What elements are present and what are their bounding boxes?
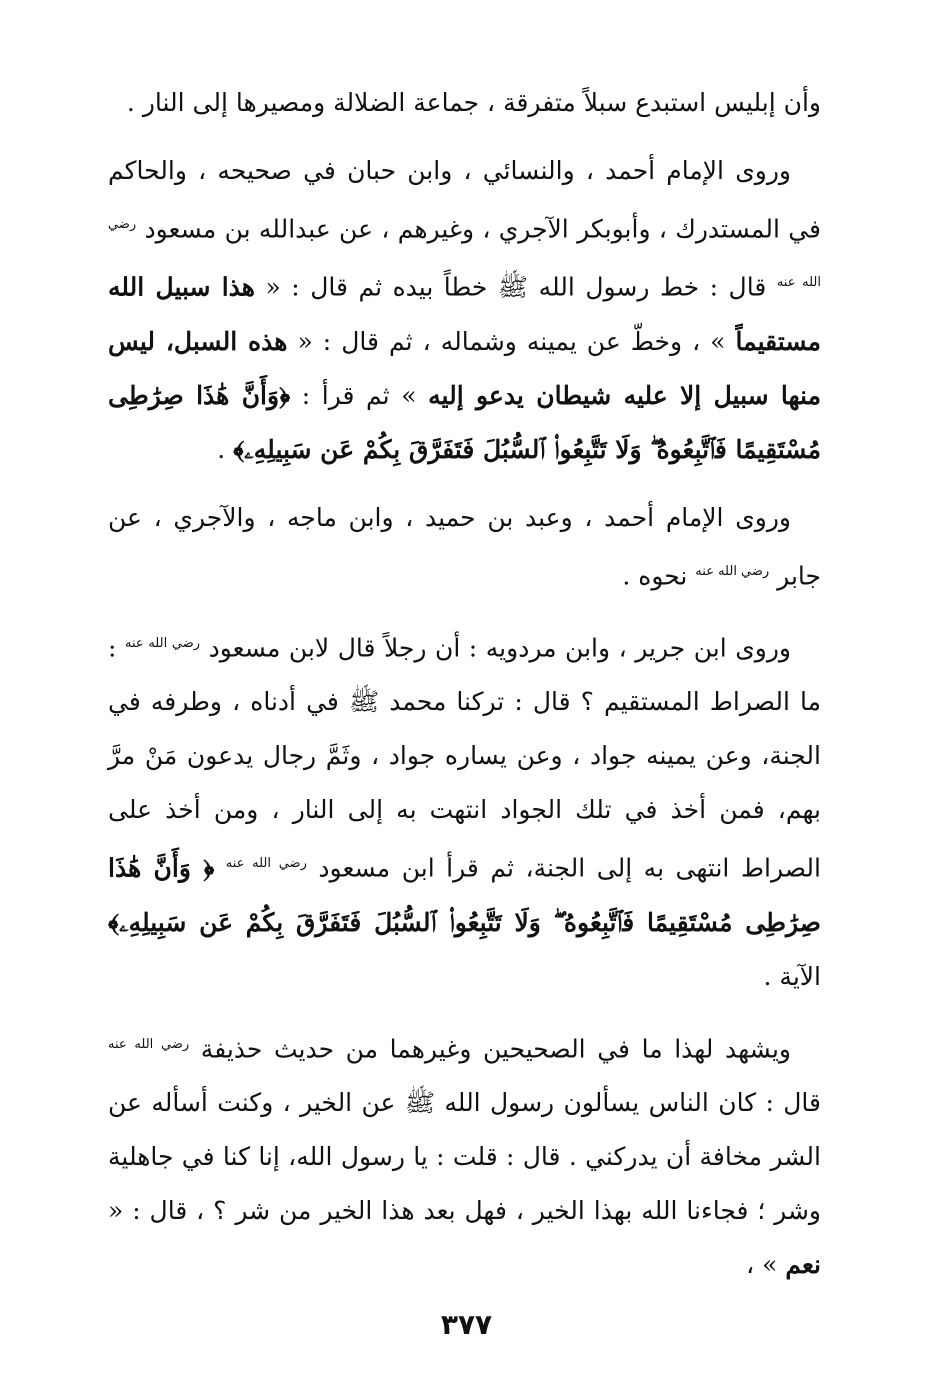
text-run: » ثم قرأ : — [290, 380, 429, 410]
text-run: . — [217, 434, 234, 464]
text-run: ويشهد لهذا ما في الصحيحين وغيرهما من حديث حذيفة — [189, 1033, 791, 1063]
honorific-mark: رضي الله عنه — [108, 217, 821, 291]
honorific-mark: رضي الله عنه — [695, 563, 770, 579]
text-run: » ، — [746, 1249, 786, 1279]
text-run: قال : كان الناس يسألون رسول الله ﷺ عن الخير ، وكنت أسأله عن الشر مخافة أن يدركني . قال : قلت : يا رسول الله، إنا كنا في جاهلية وشر ؛ فجاءنا الله بهذا الخير ، فهل بعد هذا الخير من شر ؟ ، قال : « — [108, 1087, 821, 1225]
text-run: وروى ابن جرير ، وابن مردويه : أن رجلاً قال لابن مسعود — [200, 633, 791, 663]
hadith-quote: هذه السبل، ليس منها سبيل إلا عليه شيطان يدعو إليه — [108, 326, 821, 410]
text-run: » ، وخطّ عن يمينه وشماله ، ثم قال : « — [287, 326, 736, 356]
quran-verse: ﴿وَأَنَّ هَٰذَا صِرَٰطِى مُسْتَقِيمًا فَٱتَّبِعُوهُ ۖ وَلَا تَتَّبِعُوا۟ ٱلسُّبُلَ فَتَفَرَّقَ بِكُمْ عَن سَبِيلِهِۦ﴾ — [108, 380, 821, 464]
page-number: ٣٧٧ — [440, 1308, 493, 1341]
paragraph — [108, 491, 821, 603]
text-run: : ما الصراط المستقيم ؟ قال : تركنا محمد ﷺ في أدناه ، وطرفه في الجنة، وعن يمينه جواد ، وعن يساره جواد ، وثَمَّ رجال يدعون مَنْ مرَّ بهم، فمن أخذ في تلك الجواد انتهت به إلى النار ، ومن أخذ على الصراط انتهى به إلى الجنة، ثم قرأ ابن مسعود — [108, 633, 821, 883]
text-run: الآية . — [763, 961, 821, 991]
text-run: وروى الإمام أحمد ، وعبد بن حميد ، وابن ماجه ، والآجري ، عن جابر — [108, 502, 821, 590]
text-run: قال : خط رسول الله ﷺ خطاً بيده ثم قال : « — [255, 272, 777, 302]
text-run — [214, 854, 226, 883]
text-run: نحوه . — [622, 560, 696, 590]
page-body-text — [108, 76, 821, 1306]
honorific-mark: رضي الله عنه — [108, 1036, 190, 1052]
text-run: وروى الإمام أحمد ، والنسائي ، وابن حبان في صحيحه ، والحاكم في المستدرك ، وأبوبكر الآجري ، وغيرهم ، عن عبدالله بن مسعود — [108, 156, 821, 244]
paragraph — [108, 76, 821, 130]
text-run: وأن إبليس استبدع سبلاً متفرقة ، جماعة الضلالة ومصيرها إلى النار . — [126, 88, 821, 117]
hadith-quote: هذا سبيل الله مستقيماً — [108, 272, 822, 356]
honorific-mark: رضي الله عنه — [225, 856, 307, 872]
hadith-quote: نعم — [785, 1249, 821, 1279]
paragraph — [108, 1018, 821, 1292]
quran-verse: ﴿ وَأَنَّ هَٰذَا صِرَٰطِى مُسْتَقِيمًا فَٱتَّبِعُوهُ ۖ وَلَا تَتَّبِعُوا۟ ٱلسُّبُلَ فَتَفَرَّقَ بِكُمْ عَن سَبِيلِهِۦ﴾ — [108, 853, 821, 937]
paragraph — [108, 144, 821, 477]
honorific-mark: رضي الله عنه — [124, 635, 201, 651]
paragraph — [108, 617, 821, 1004]
